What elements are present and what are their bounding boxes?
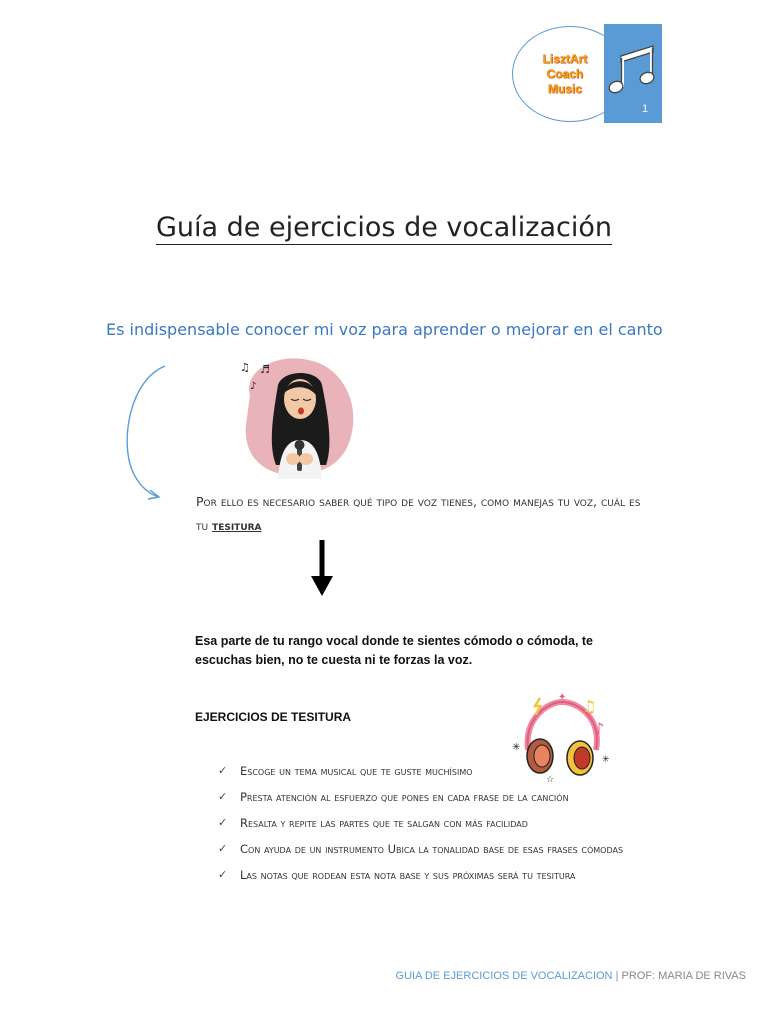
- footer-title: GUIA DE EJERCICIOS DE VOCALIZACION: [395, 970, 613, 982]
- list-item: [218, 764, 623, 790]
- down-arrow-icon: [308, 540, 336, 598]
- svg-text:✳: ✳: [602, 755, 610, 765]
- svg-text:♫: ♫: [240, 361, 250, 374]
- paragraph-definition: Esa parte de tu rango vocal donde te sientes cómodo o cómoda, te escuchas bien, no te cuesta ni te forzas la voz.: [195, 634, 593, 667]
- paragraph-voice-type: [196, 490, 656, 538]
- logo-text: LisztArt Coach Music: [542, 51, 588, 96]
- checkmark-icon: ✓: [218, 868, 228, 881]
- svg-text:♪: ♪: [250, 381, 257, 392]
- list-item-text: Presta atención al esfuerzo que pones en cada frase de la canción: [240, 790, 569, 804]
- keyword-tesitura: tesitura: [212, 518, 262, 533]
- svg-text:☆: ☆: [546, 775, 555, 785]
- checkmark-icon: ✓: [218, 790, 228, 803]
- tesitura-checklist: [218, 764, 623, 894]
- svg-text:✦: ✦: [558, 692, 567, 703]
- list-item: [218, 790, 623, 816]
- checkmark-icon: ✓: [218, 842, 228, 855]
- list-item-text: Las notas que rodean esta nota base y sus próximas será tu tesitura: [240, 868, 576, 882]
- singer-illustration: [238, 355, 358, 480]
- footer-separator: |: [612, 970, 622, 982]
- page-footer: [396, 970, 746, 982]
- list-item-text: Resalta y repite las partes que te salgan con más facilidad: [240, 816, 528, 830]
- svg-text:♫: ♫: [582, 697, 597, 716]
- svg-text:✳: ✳: [512, 742, 521, 753]
- checkmark-icon: ✓: [218, 764, 228, 777]
- intro-text: Es indispensable conocer mi voz para aprender o mejorar en el canto: [106, 320, 663, 339]
- page-number: 1: [642, 103, 649, 115]
- list-item: [218, 868, 623, 894]
- footer-author: PROF: MARIA DE RIVAS: [621, 970, 746, 982]
- curved-arrow-icon: [120, 360, 170, 505]
- svg-text:♪: ♪: [594, 719, 605, 738]
- paragraph-voice-type-text: Por ello es necesario saber qué tipo de voz tienes, como manejas tu voz, cuál es tu: [196, 494, 641, 533]
- header-note-box: [604, 24, 662, 123]
- document-title: [0, 212, 768, 243]
- checkmark-icon: ✓: [218, 816, 228, 829]
- list-item-text: Con ayuda de un instrumento Ubica la tonalidad base de esas frases cómodas: [240, 842, 624, 856]
- list-item-text: Escoge un tema musical que te guste muchísimo: [240, 764, 473, 778]
- document-title-text: Guía de ejercicios de vocalización: [155, 212, 612, 243]
- list-item: [218, 842, 623, 868]
- music-note-icon: [604, 24, 662, 123]
- section-heading: EJERCICIOS DE TESITURA: [195, 710, 352, 724]
- list-item: [218, 816, 623, 842]
- svg-text:♬: ♬: [260, 363, 270, 376]
